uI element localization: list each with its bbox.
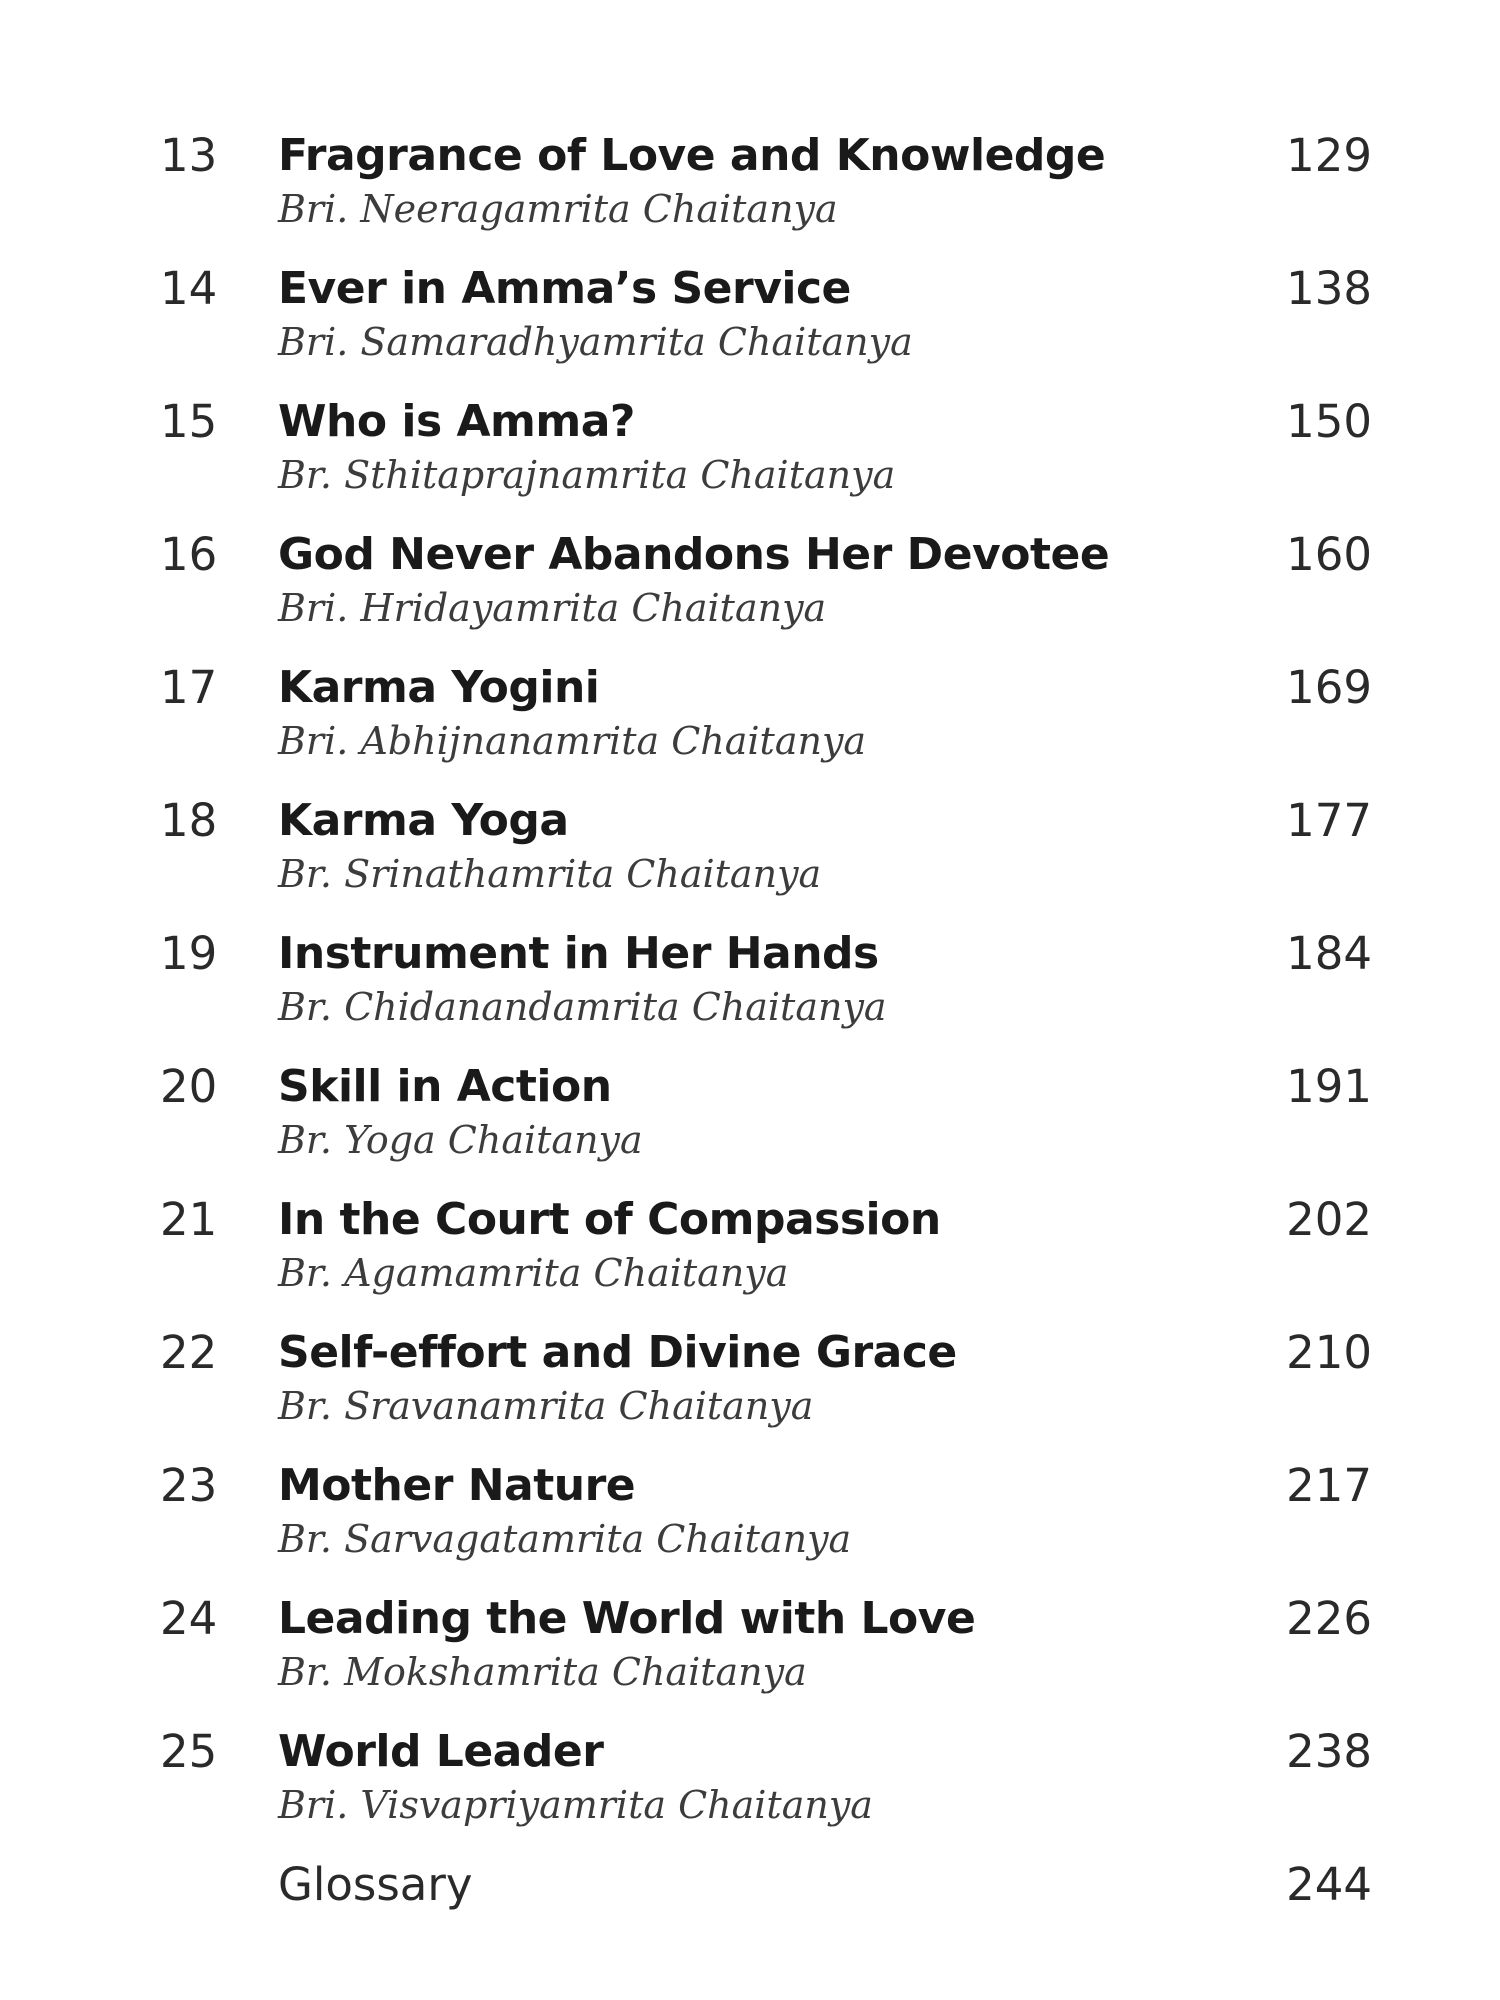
glossary-title: Glossary — [278, 1858, 473, 1911]
page-number: 169 — [1286, 661, 1372, 714]
table-of-contents — [160, 128, 1372, 1990]
page-number: 177 — [1286, 794, 1372, 847]
chapter-title: Skill in Action — [278, 1061, 612, 1112]
toc-entry-15 — [160, 394, 1372, 527]
chapter-number: 25 — [160, 1725, 218, 1778]
toc-entry-22 — [160, 1325, 1372, 1458]
chapter-author: Bri. Neeragamrita Chaitanya — [278, 187, 838, 231]
chapter-author: Br. Yoga Chaitanya — [278, 1118, 643, 1162]
chapter-number: 19 — [160, 927, 218, 980]
chapter-author: Bri. Hridayamrita Chaitanya — [278, 586, 827, 630]
chapter-number: 24 — [160, 1592, 218, 1645]
chapter-author: Br. Sravanamrita Chaitanya — [278, 1384, 814, 1428]
chapter-author: Bri. Visvapriyamrita Chaitanya — [278, 1783, 873, 1827]
chapter-title: In the Court of Compassion — [278, 1194, 941, 1245]
chapter-title: Ever in Amma’s Service — [278, 263, 851, 314]
page-number: 138 — [1286, 262, 1372, 315]
chapter-author: Bri. Samaradhyamrita Chaitanya — [278, 320, 913, 364]
chapter-number: 18 — [160, 794, 218, 847]
toc-entry-24 — [160, 1591, 1372, 1724]
page-number: 191 — [1286, 1060, 1372, 1113]
chapter-number: 23 — [160, 1459, 218, 1512]
page-number: 129 — [1286, 129, 1372, 182]
chapter-title: Karma Yoga — [278, 795, 569, 846]
page-number: 244 — [1286, 1858, 1372, 1911]
chapter-title: Leading the World with Love — [278, 1593, 976, 1644]
page-number: 226 — [1286, 1592, 1372, 1645]
chapter-author: Br. Sthitaprajnamrita Chaitanya — [278, 453, 896, 497]
toc-entry-25 — [160, 1724, 1372, 1857]
chapter-number: 17 — [160, 661, 218, 714]
chapter-title: Self-effort and Divine Grace — [278, 1327, 957, 1378]
toc-entry-13 — [160, 128, 1372, 261]
page-number: 210 — [1286, 1326, 1372, 1379]
toc-entry-16 — [160, 527, 1372, 660]
chapter-author: Br. Sarvagatamrita Chaitanya — [278, 1517, 852, 1561]
page-number: 150 — [1286, 395, 1372, 448]
page-number: 160 — [1286, 528, 1372, 581]
toc-entry-14 — [160, 261, 1372, 394]
chapter-title: Instrument in Her Hands — [278, 928, 879, 979]
chapter-title: World Leader — [278, 1726, 604, 1777]
chapter-author: Br. Agamamrita Chaitanya — [278, 1251, 789, 1295]
toc-entry-18 — [160, 793, 1372, 926]
chapter-author: Br. Srinathamrita Chaitanya — [278, 852, 822, 896]
chapter-title: God Never Abandons Her Devotee — [278, 529, 1110, 580]
chapter-title: Who is Amma? — [278, 396, 635, 447]
chapter-title: Mother Nature — [278, 1460, 636, 1511]
toc-entry-23 — [160, 1458, 1372, 1591]
page-number: 217 — [1286, 1459, 1372, 1512]
toc-entry-17 — [160, 660, 1372, 793]
chapter-number: 14 — [160, 262, 218, 315]
toc-entry-glossary — [160, 1857, 1372, 1990]
toc-entry-19 — [160, 926, 1372, 1059]
chapter-number: 13 — [160, 129, 218, 182]
chapter-title: Karma Yogini — [278, 662, 600, 713]
page-number: 238 — [1286, 1725, 1372, 1778]
chapter-number: 15 — [160, 395, 218, 448]
page-number: 184 — [1286, 927, 1372, 980]
toc-entry-21 — [160, 1192, 1372, 1325]
chapter-author: Br. Mokshamrita Chaitanya — [278, 1650, 807, 1694]
chapter-author: Br. Chidanandamrita Chaitanya — [278, 985, 887, 1029]
chapter-number: 22 — [160, 1326, 218, 1379]
page-number: 202 — [1286, 1193, 1372, 1246]
chapter-number: 21 — [160, 1193, 218, 1246]
chapter-title: Fragrance of Love and Knowledge — [278, 130, 1106, 181]
chapter-number: 20 — [160, 1060, 218, 1113]
chapter-number: 16 — [160, 528, 218, 581]
toc-entry-20 — [160, 1059, 1372, 1192]
chapter-author: Bri. Abhijnanamrita Chaitanya — [278, 719, 867, 763]
